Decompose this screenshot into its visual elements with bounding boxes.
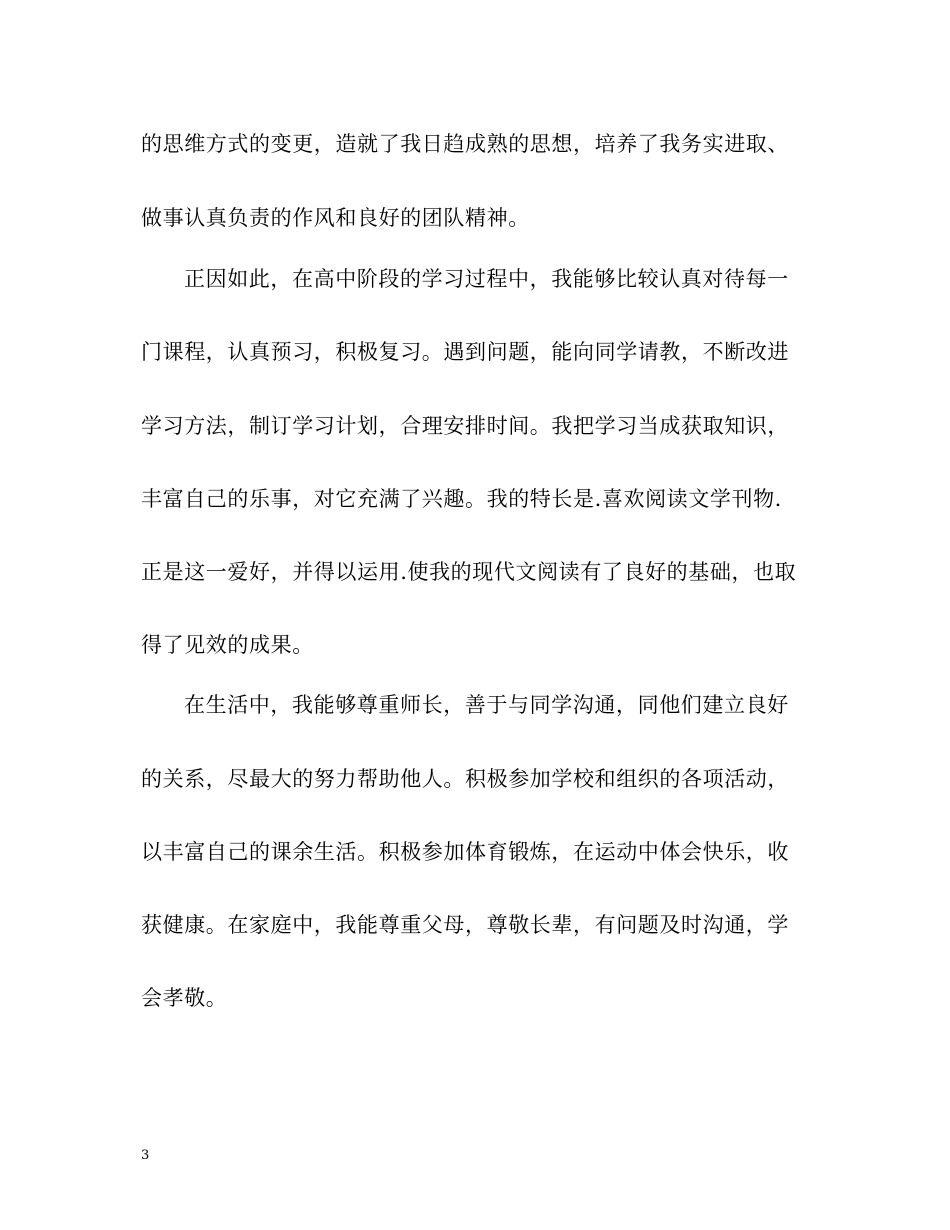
text-line: 以丰富自己的课余生活。积极参加体育锻炼，在运动中体会快乐，收 <box>141 840 789 864</box>
text-line: 的关系，尽最大的努力帮助他人。积极参加学校和组织的各项活动， <box>141 767 789 791</box>
page-number: 3 <box>141 1148 150 1163</box>
text-line: 丰富自己的乐事，对它充满了兴趣。我的特长是.喜欢阅读文学刊物. <box>141 487 782 511</box>
text-line: 的思维方式的变更，造就了我日趋成熟的思想，培养了我务实进取、 <box>141 132 789 156</box>
text-line: 得了见效的成果。 <box>141 633 314 657</box>
text-line: 学习方法，制订学习计划，合理安排时间。我把学习当成获取知识， <box>141 414 789 438</box>
text-line: 会孝敬。 <box>141 986 228 1010</box>
paragraph-first-line: 在生活中，我能够尊重师长，善于与同学沟通，同他们建立良好 <box>184 693 789 717</box>
paragraph-first-line: 正因如此，在高中阶段的学习过程中，我能够比较认真对待每一 <box>184 267 789 291</box>
text-line: 获健康。在家庭中，我能尊重父母，尊敬长辈，有问题及时沟通，学 <box>141 913 789 937</box>
text-line: 做事认真负责的作风和良好的团队精神。 <box>141 206 530 230</box>
text-line: 门课程，认真预习，积极复习。遇到问题，能向同学请教，不断改进 <box>141 340 789 364</box>
text-line: 正是这一爱好，并得以运用.使我的现代文阅读有了良好的基础，也取 <box>141 560 797 584</box>
